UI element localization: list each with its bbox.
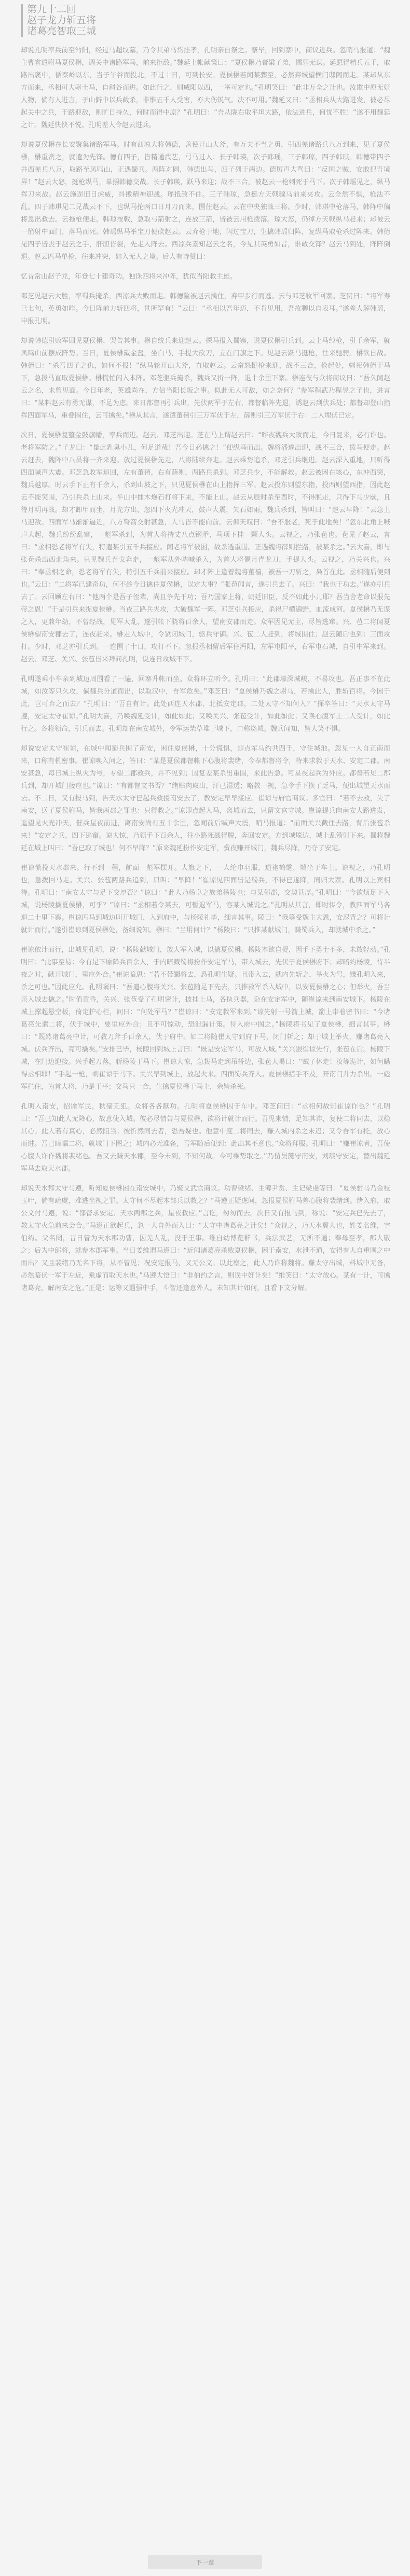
paragraph: 孔明遂乘小车亲到城边周围看了一遍，回寨升帐而坐。众将环立听令。孔明曰：“此郡壕深城峻，不易攻也。吾正事不在此城，如汝等只久攻，倘魏兵分道而出，以取汉中，吾军危矣。”邓芝曰：“夏侯楙乃魏之驸马，若擒此人，胜斩百将。今困于此，岂可弃之而去？”孔明曰：“吾自有计。此处西连天水郡，北抵安定郡，二处太守不知何人？”探卒答曰：“天水太守马遵，安定太守崔谅。”孔明大喜，乃唤魏延受计，如此如此；又唤关兴、张苞受计，如此如此；又唤心腹军士二人受计，如此行之。各将领命，引兵而去。孔明却在南安城外，令军运柴草堆于城下，口称烧城。魏兵闻知，皆大笑不惧。 xyxy=(21,675,390,733)
chapter-title-line1: 赵子龙力斩五将 xyxy=(27,15,97,26)
paragraph: 崔谅慌投天水郡来。行不到一程，前面一彪军摆开。大旗之下，一人纶巾羽服，道袍鹤氅，端坐于车上。谅视之，乃孔明也，急拨回马走。关兴、张苞两路兵追到，只叫：“早降！”崔谅见四面皆是蜀兵，不得已遂降，同归大寨。孔明以上宾相待。孔明曰：“南安太守与足下交厚否？”谅曰：“此人乃杨阜之族弟杨陵也；与某邻郡，交契甚厚。”孔明曰：“今欲烦足下入城，说杨陵擒夏侯楙，可乎？”谅曰：“丞相若令某去，可暂退军马，容某入城说之。”孔明从其言，即时传令，教四面军马各退二十里下寨。崔谅匹马到城边叫开城门，入到府中，与杨陵礼毕，细言其事。陵曰：“我等受魏主大恩，安忍背之？可将计就计而行。”遂引崔谅到夏侯楙处，备细说知。楙曰：“当用何计？”杨陵曰：“只推某献城门，赚蜀兵入，却就城中杀之。” xyxy=(21,864,390,934)
paragraph: 次日，夏侯楙复整金鼓旗幡，率兵而进。赵云、邓芝出迎。芝在马上谓赵云曰：“昨夜魏兵大败而走，今日复来，必有诈也。老将军防之。”子龙曰：“量此乳臭小儿，何足道哉！吾今日必擒之！”便纵马而出。魏将潘遂出迎，战不三合，拨马便走。赵云赶去，魏阵中八员将一齐来迎。放过夏侯楙先走，八将陆续奔走。赵云乘势追杀，邓芝引兵继进。赵云深入重地，只听得四面喊声大震。邓芝急收军退回，左有董禧，右有薛则，两路兵杀到。邓芝兵少，不能解救。赵云被困在垓心，东冲西突，魏兵越厚。时云手下止有千余人，杀到山坡之下，只见夏侯楙在山上指挥三军。赵云投东则望东指，投西则望西指，因此赵云不能突围，乃引兵杀上山来。半山中擂木炮石打将下来，不能上山。赵云从辰时杀至酉时，不得脱走，只得下马少歇，且待月明再战。却才卸甲而坐，月光方出，忽四下火光冲天，鼓声大震，矢石如雨，魏兵杀到，皆叫曰：“赵云早降！”云急上马迎敌。四面军马渐渐逼近，八方弩箭交射甚急，人马皆不能向前。云仰天叹曰：“吾不服老，死于此地矣！”忽东北角上喊声大起，魏兵纷纷乱窜，一彪军杀到，为首大将持丈八点钢矛，马项下挂一颗人头。云视之，乃张苞也。苞见了赵云，言曰：“丞相恐老将军有失，特遣某引五千兵接应。闻老将军被困，故杀透重围。正遇魏将薛则拦路，被某杀之。”云大喜，即与张苞杀出西北角来。只见魏兵弃戈奔走，一彪军从外呐喊杀入，为首大将偃月青龙刀，手提人头。云视之，乃关兴也。兴曰：“奉丞相之命，恐老将军有失，特引五千兵前来接应。却才阵上逢着魏将董禧，被吾一刀斩之，枭首在此。丞相随后便到也。”云曰：“二将军已建奇功，何不趁今日擒住夏侯楙，以定大事？”张苞闻言，遂引兵去了。兴曰：“我也干功去。”遂亦引兵去了。云回顾左右曰：“他两个是吾子侄辈，尚且争先干功；吾乃国家上将，朝廷旧臣，反不如此小儿耶？吾当舍老命以报先帝之恩！”于是引兵来捉夏侯楙。当夜三路兵夹攻，大破魏军一阵。邓芝引兵接应，杀得尸横遍野，血流成河。夏侯楙乃无谋之人，更兼年幼，不曾经战，见军大乱，遂引帐下骁将百余人，望南安郡而走。众军因见无主，尽皆逃窜。兴、苞二将闻夏侯楙望南安郡去了，连夜赶来。楙走入城中，令紧闭城门，驱兵守御。兴、苞二人赶到，将城围住；赵云随后也到：三面攻打。少时，邓芝亦引兵到。一连围了十日，攻打不下。忽报丞相留后军住沔阳，左军屯阳平，右军屯石城，自引中军来到。赵云、邓芝、关兴、张苞皆来拜问孔明，说连日攻城不下。 xyxy=(21,432,390,663)
paragraph: 却说安定太守崔谅，在城中闻蜀兵围了南安，困住夏侯楙，十分慌惧，即点军马约共四千，守住城池。忽见一人自正南而来，口称有机密事。崔谅唤入问之，答曰：“某是夏侯都督帐下心腹将裴绪，今奉都督将令，特来求救于天水、安定二郡。南安甚急，每日城上纵火为号，专望二郡救兵，并不见到；因复差某杀出重围，来此告急。可星夜起兵为外应。都督若见二郡兵到，却开城门接应也。”谅曰：“有都督文书否？”绪贴肉取出，汗已湿透；略教一视，急令手下换了乏马，便出城望天水而去。不二日，又有报马到，告天水太守已起兵救援南安去了，教安定早早接应。崔谅与府官商议。多官曰：“若不去救，失了南安，送了夏侯驸马，皆我两郡之罪也：只得救之。”谅即点起人马，离城而去，只留文官守城。崔谅提兵向南安大路进发，遥望见火光冲天，催兵星夜前进，离南安尚有五十余里，忽闻前后喊声大震，哨马报道：“前面关兴截住去路，背后张苞杀来！”安定之兵，四下逃窜。谅大惊，乃领手下百余人，往小路死战得脱，奔回安定。方到城壕边，城上乱箭射下来。蜀将魏延在城上叫曰：“吾已取了城也！何不早降？”原来魏延扮作安定军，夤夜赚开城门，魏兵尽降，乃夺了安定。 xyxy=(21,745,390,852)
paragraph: 却说韩德引败军回见夏侯楙，哭告其事。楙自统兵来迎赵云。探马报入蜀寨，说夏侯楙引兵到。云上马绰枪，引千余军，就凤鸣山前摆成阵势。当日，夏侯楙戴金盔，坐白马，手提大砍刀，立在门旗之下。见赵云跃马挺枪，往来驰骋。楙欲自战。韩德曰：“杀吾四子之仇，如何不报！”纵马轮开山大斧，直取赵云。云奋怒挺枪来迎，战不三合，枪起处，刺死韩德于马下，急拨马直取夏侯楙。楙慌忙闪入本阵。邓芝驱兵掩杀，魏兵又折一阵，退十余里下寨。楙连夜与众将商议曰：“吾久闻赵云之名，未曾见面。今日年老，英雄尚在，方信当阳长坂之事。似此无人可敌，如之奈何？”参军程武乃程昱之子也，进言曰：“某料赵云有勇无谋，不足为虑。来日都督再引兵出，先伏两军于左右，都督临阵先退，诱赵云到伏兵处；都督却登山指挥四面军马，重叠围住，云可擒矣。”楙从其言，遂遣董禧引三万军伏于左，薛则引三万军伏于右：二人埋伏已定。 xyxy=(21,337,390,420)
chapter-number: 第九十二回 xyxy=(27,4,77,15)
paragraph: 邓芝见赵云大胜，率蜀兵掩杀，西凉兵大败而走。韩德险被赵云擒住，弃甲步行而逃。云与邓芝收军回寨。芝贺曰：“将军寿已七旬，英勇如昨。今日阵前力斩四将，世所罕有！”云曰：“丞相以吾年迈，不肯见用，吾故聊以自表耳。”遂差人解韩瑶，申报孔明。 xyxy=(21,293,390,325)
chapter-title-line2: 诸葛亮智取三城 xyxy=(27,25,97,37)
next-chapter-button[interactable]: 下一章 xyxy=(148,2555,262,2569)
paragraph: 却说孔明率兵前至沔阳，经过马超坟墓，乃令其弟马岱挂孝，孔明亲自祭之。祭毕，回到寨中，商议进兵。忽哨马报道：“魏主曹睿遣驸马夏侯楙，调关中诸路军马，前来拒敌。”魏延上帐献策曰：“夏侯楙乃膏粱子弟，懦弱无谋。延愿得精兵五千，取路出褒中，循秦岭以东，当子午谷而投北，不过十日，可到长安。夏侯楙若闻某骤至，必然弃城望横门邸阁而走。某却从东方而来，丞相可大驱士马，自斜谷而进。如此行之，则咸阳以西，一举可定也。”孔明笑曰：“此非万全之计也。汝欺中原无好人物，倘有人进言，于山僻中以兵截杀，非惟五千人受害，亦大伤锐气。决不可用。”魏延又曰：“丞相兵从大路进发，彼必尽起关中之兵，于路迎敌，则旷日持久，何时而得中原？”孔明曰：“吾从陇右取平坦大路，依法进兵，何忧不胜！”遂不用魏延之计。魏延快快不悦。孔明差人令赵云进兵。 xyxy=(21,47,390,129)
chapter-content xyxy=(21,45,390,1295)
paragraph: 崔谅依计而行，出城见孔明，说：“杨陵献城门，放大军入城，以擒夏侯楙。杨陵本欲自捉，因手下勇士不多，未敢轻动。”孔明曰：“此事至易：今有足下原降兵百余人，于内暗藏蜀将扮作安定军马，带入城去，先伏于夏侯楙府下；却暗约杨陵，待半夜之时，献开城门，里应外合。”崔谅暗思：“若不带蜀将去，恐孔明生疑。且带入去，就内先斩之，举火为号，赚孔明入来，杀之可也。”因此应允。孔明嘱曰：“吾遣心腹将关兴、张苞随足下先去，只推救军杀入城中，以安夏侯楙之心；但举火，吾当亲入城去擒之。”时值黄昏，关兴、张苞受了孔明密计，披挂上马，各执兵器，杂在安定军中，随崔谅来到南安城下。杨陵在城上撑起悬空板，倚定护心栏，问曰：“何处军马？”崔谅曰：“安定救军来到。”谅先射一号箭上城，箭上带着密书曰：“今诸葛亮先遣二将，伏于城中，要里应外合；且不可惊动，恐泄漏计策。待入府中图之。”杨陵将书见了夏侯楙，细言其事。楙曰：“既然诸葛亮中计，可教刀斧手百余人，伏于府中。如二将随崔太守到府下马，闭门斩之；却于城上举火，赚诸葛亮入城。伏兵齐出，亮可擒矣。”安排已毕，杨陵回到城上言曰：“既是安定军马，可放入城。”关兴跟崔谅先行，张苞在后。杨陵下城，在门边迎接。兴手起刀落，斩杨陵于马下。崔谅大惊，急拨马走到吊桥边，张苞大喝曰：“贼子休走！汝等诡计，如何瞒得丞相耶！”手起一枪，刺崔谅于马下。关兴早到城上，放起火来。四面蜀兵齐入。夏侯楙措手不及，开南门并力杀出。一彪军拦住，为首大将，乃是王平；交马只一合，生擒夏侯楙于马上，余皆杀死。 xyxy=(21,946,390,1091)
paragraph: 却说夏侯楙在长安聚集诸路军马。时有西凉大将韩德，善使开山大斧，有万夫不当之勇，引西羌诸路兵八万到来，见了夏侯楙，楙重赏之，就遣为先锋。德有四子，皆精通武艺，弓马过人：长子韩瑛，次子韩瑶，三子韩琼，四子韩琪。韩德带四子并西羌兵八万，取路至凤鸣山，正遇蜀兵。两阵对圆，韩德出马，四子列于两边。德厉声大骂曰：“反国之贼，安敢犯吾境界！”赵云大怒，挺枪纵马，单搦韩德交战。长子韩瑛，跃马来迎；战不三合，被赵云一枪刺死于马下。次子韩瑶见之，纵马挥刀来战。赵云施逞旧日虎威，抖擞精神迎战。瑶抵敌不住。三子韩琼，急挺方天戟骤马前来夹攻。云全然不惧，枪法不乱。四子韩琪见二兄战云不下，也纵马抡两口日月刀而来，围住赵云。云在中央独战三将。少时，韩琪中枪落马，韩阵中偏将急出救去。云拖枪便走。韩琼按戟，急取弓箭射之，连放三箭，皆被云用枪拨落。琼大怒，仍绰方天戟纵马赶来；却被云一箭射中面门，落马而死。韩瑶纵马举宝刀便砍赵云。云弃枪于地，闪过宝刀，生擒韩瑶归阵，复纵马取枪杀过阵来。韩德见四子皆丧于赵云之手，肝胆皆裂，先走入阵去。西凉兵素知赵云之名，今见其英勇如昔，谁敢交锋？赵云马到处，阵阵倒退。赵云匹马单枪，往来冲突，如入无人之境。后人有诗赞曰： xyxy=(21,141,390,261)
chapter-title-block xyxy=(21,4,235,37)
paragraph: 却说天水郡太守马遵，听知夏侯楙困在南安城中，乃聚文武官商议。功曹梁绪、主簿尹赏、主记梁虔等曰：“夏侯驸马乃金枝玉叶，倘有疏虞，难逃坐视之罪。太守何不尽起本部兵以救之？”马遵正疑虑间，忽报夏侯驸马差心腹将裴绪到。绪入府，取公文付马遵，说：“都督求安定、天水两郡之兵，星夜救应。”言讫，匆匆而去。次日又有报马到，称说：“安定兵已先去了，教太守火急前来会合。”马遵正欲起兵，忽一人自外而入曰：“太守中诸葛亮之计矣！”众视之，乃天水冀人也，姓姜名维，字伯约。父名冏，昔日曾为天水郡功曹，因羌人乱，没于王事。维自幼博览群书，兵法武艺，无所不通；奉母至孝，郡人敬之；后为中郎将，就参本郡军事。当日姜维谓马遵曰：“近闻诸葛亮杀败夏侯楙，困于南安，水泄不通，安得有人自重围之中而出？又且裴绪乃无名下将，从不曾见；况安定报马，又无公文。以此察之，此人乃诈称魏将。赚太守出城，料城中无备，必然暗伏一军于左近，乘虚而取天水也。”马遵大悟曰：“非伯约之言，则误中奸计矣！”维笑曰：“太守放心。某有一计，可擒诸葛亮，解南安之危。”正是：运筹又遇强中手，斗智还逢意外人。未知其计如何，且看下文分解。 xyxy=(21,1185,390,1292)
paragraph: 忆昔常山赵子龙，年登七十建奇功。独诛四将来冲阵，犹似当阳救主雄。 xyxy=(21,273,237,281)
chapter-nav xyxy=(0,2554,410,2570)
paragraph: 孔明入南安，招谕军民，秋毫无犯。众将各各献功。孔明将夏侯楙囚于车中。邓芝问曰：“丞相何故知崔谅诈也？”孔明曰：“吾已知此人无降心，故意使入城。彼必尽情告与夏侯楙，欲将计就计而行。吾见来情，足知其诈，复使二将同去，以稳其心。此人若有真心，必然阻当；彼忻然同去者，恐吾疑也。他意中度二将同去，赚入城内杀之未迟；又令吾军有托，放心而进。吾已暗嘱二将，就城门下图之；城内必无准备，吾军随后便到：此出其不意也。”众将拜服。孔明曰：“赚崔谅者，吾使心腹人诈作魏将裴绪也。吾又去赚天水郡，至今未到，不知何故。今可乘势取之。”乃留吴懿守南安，刘琰守安定，替出魏延军马去取天水郡。 xyxy=(21,1103,390,1173)
